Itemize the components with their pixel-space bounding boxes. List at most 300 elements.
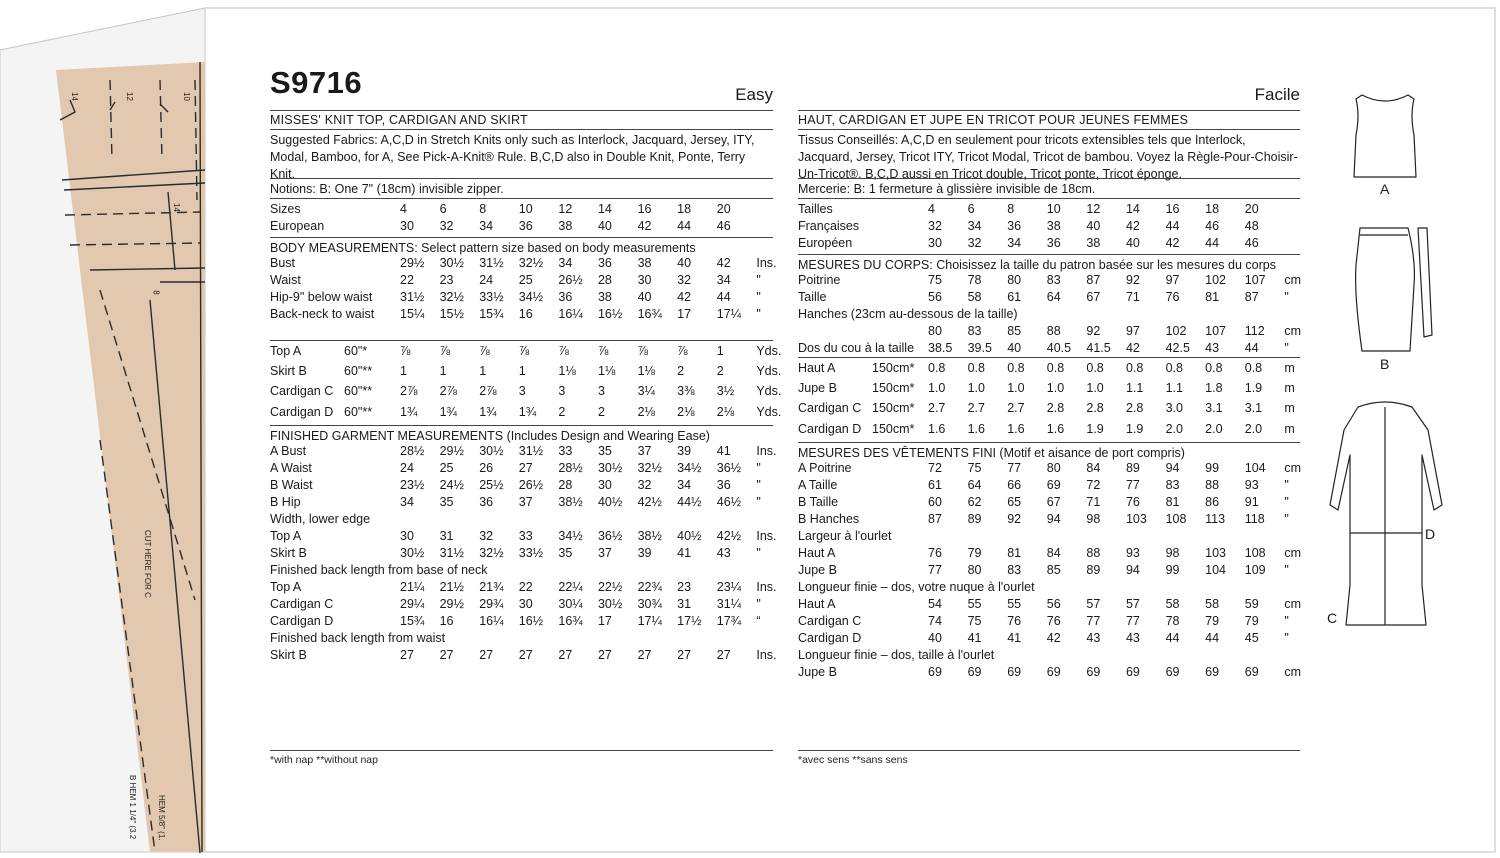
size-value-cell: 30½ — [597, 597, 623, 611]
finished-measurement-row — [270, 630, 773, 647]
unit-cell: " — [756, 307, 761, 321]
size-value-cell: 69 — [967, 665, 982, 679]
row-label: Jupe B — [798, 380, 837, 395]
size-value-cell: 27 — [637, 648, 652, 662]
size-value-cell: 1¾ — [439, 404, 457, 419]
size-value-cell: 46 — [1205, 219, 1220, 233]
size-value-cell: 2.8 — [1086, 401, 1104, 416]
size-value-cell: 72 — [1086, 478, 1101, 492]
size-value-cell: 2.8 — [1046, 401, 1065, 416]
size-value-cell: 85 — [1046, 563, 1061, 577]
unit-cell: Yds. — [756, 343, 782, 358]
unit-cell: cm — [1284, 461, 1302, 475]
finished-measurement-row — [270, 545, 773, 562]
row-label: Sizes — [270, 202, 301, 216]
size-value-cell: 69 — [1244, 665, 1259, 679]
size-value-cell: 77 — [1125, 478, 1140, 492]
size-value-cell: 18 — [1205, 202, 1220, 216]
size-value-cell: 69 — [1165, 665, 1180, 679]
size-value-cell: 41.5 — [1086, 341, 1111, 355]
body-measurement-row — [270, 272, 773, 289]
tissue-cut-line-label: CUT HERE FOR C — [143, 530, 152, 598]
size-row — [798, 201, 1303, 218]
body-measurement-row — [270, 289, 773, 306]
size-value-cell: 39 — [677, 444, 692, 458]
size-value-cell: 29¼ — [400, 597, 425, 611]
size-value-cell: 97 — [1125, 324, 1140, 338]
size-value-cell: 29½ — [439, 444, 464, 458]
size-value-cell: ⅞ — [479, 343, 490, 358]
finished-measurements-title-fr: MESURES DES VÊTEMENTS FINI (Motif et aisance de port compris) — [798, 446, 1185, 460]
size-value-cell: 42.5 — [1165, 341, 1190, 355]
finished-measurement-row — [270, 443, 773, 460]
size-value-cell: 58 — [1165, 597, 1180, 611]
size-value-cell: 36½ — [597, 529, 623, 543]
row-label: Top A — [270, 529, 302, 543]
size-value-cell: 67 — [1046, 495, 1061, 509]
size-value-cell: 0.8 — [1205, 360, 1223, 375]
size-value-cell: 87 — [1086, 273, 1101, 287]
size-value-cell: 2⅛ — [677, 404, 695, 419]
size-value-cell: 23 — [677, 580, 692, 594]
unit-cell: " — [1284, 290, 1289, 304]
size-value-cell: 4 — [928, 202, 935, 216]
unit-cell: cm — [1284, 546, 1302, 560]
size-value-cell: 3.0 — [1165, 401, 1183, 416]
row-label: Longueur finie – dos, votre nuque à l'ourlet — [798, 580, 1035, 594]
size-value-cell: 28 — [558, 478, 573, 492]
yardage-row — [798, 399, 1303, 419]
size-value-cell: 2.0 — [1165, 421, 1183, 436]
tissue-size-label: 14 — [171, 203, 181, 212]
size-value-cell: 88 — [1086, 546, 1101, 560]
size-value-cell: 3⅜ — [677, 384, 695, 399]
size-value-cell: 1.0 — [1046, 380, 1065, 395]
size-value-cell: 2 — [597, 404, 605, 419]
pattern-title: MISSES' KNIT TOP, CARDIGAN AND SKIRT — [270, 113, 528, 127]
finished-measurement-row — [270, 579, 773, 596]
size-row — [270, 201, 773, 218]
size-value-cell: 1 — [716, 343, 724, 358]
finished-measurements-table-fr — [798, 460, 1300, 681]
size-value-cell: 38 — [558, 219, 573, 233]
size-value-cell: 80 — [1007, 273, 1022, 287]
size-value-cell: 30 — [637, 273, 652, 287]
size-value-cell: 88 — [1205, 478, 1220, 492]
size-value-cell: 16 — [518, 307, 533, 321]
size-value-cell: 1¾ — [479, 404, 497, 419]
size-value-cell: 64 — [1046, 290, 1061, 304]
size-value-cell: 35 — [558, 546, 573, 560]
sizes-table — [270, 199, 773, 237]
size-value-cell: 27 — [518, 648, 533, 662]
size-value-cell: 61 — [928, 478, 942, 492]
notions-label-fr: Mercerie: — [798, 182, 851, 196]
size-value-cell: 36 — [518, 219, 533, 233]
size-value-cell: 60 — [928, 495, 942, 509]
notions-text: B: One 7" (18cm) invisible zipper. — [315, 182, 504, 196]
unit-cell — [756, 201, 773, 218]
row-label: Haut A — [798, 597, 836, 611]
size-value-cell: 83 — [1165, 478, 1180, 492]
size-value-cell: 44 — [677, 219, 692, 233]
size-value-cell: 27 — [518, 461, 533, 475]
size-value-cell: 31½ — [518, 444, 544, 458]
size-value-cell: 16 — [1165, 202, 1180, 216]
size-value-cell: 32½ — [479, 546, 504, 560]
unit-cell — [1284, 235, 1303, 252]
row-label: A Poitrine — [798, 461, 852, 475]
size-value-cell: 91 — [1244, 495, 1259, 509]
size-value-cell: 28½ — [400, 444, 425, 458]
size-value-cell: 69 — [928, 665, 942, 679]
size-value-cell: 56 — [928, 290, 942, 304]
row-label: Waist — [270, 273, 301, 287]
size-value-cell: 80 — [1046, 461, 1061, 475]
unit-cell: Yds. — [756, 384, 782, 399]
size-value-cell: 34 — [1007, 236, 1022, 250]
row-label: B Hanches — [798, 512, 860, 526]
size-value-cell: ⅞ — [558, 343, 569, 358]
tissue-size-label: 12 — [124, 92, 134, 101]
size-value-cell: 108 — [1165, 512, 1187, 526]
size-value-cell: 57 — [1086, 597, 1101, 611]
finished-measurement-row — [798, 511, 1303, 528]
size-value-cell: 2.8 — [1125, 401, 1144, 416]
size-value-cell: 18 — [677, 202, 692, 216]
size-value-cell: 108 — [1244, 546, 1266, 560]
size-value-cell: 40½ — [597, 495, 623, 509]
size-value-cell: 34 — [677, 478, 692, 492]
size-value-cell: 104 — [1244, 461, 1266, 475]
yardage-row — [270, 341, 773, 361]
size-value-cell: 92 — [1007, 512, 1022, 526]
yardage-row — [270, 382, 773, 402]
size-value-cell: 32½ — [637, 461, 662, 475]
size-value-cell: 2⅞ — [439, 384, 457, 399]
notions-label: Notions: — [270, 182, 316, 196]
size-value-cell: 23½ — [400, 478, 425, 492]
finished-measurement-row — [270, 494, 773, 511]
size-value-cell: 37 — [637, 444, 652, 458]
size-value-cell: 38½ — [637, 529, 662, 543]
row-label: B Taille — [798, 495, 839, 509]
size-value-cell: 36 — [479, 495, 494, 509]
size-value-cell: 1.0 — [1086, 380, 1104, 395]
unit-cell — [1284, 218, 1303, 235]
size-value-cell: 42½ — [716, 529, 742, 543]
size-value-cell: 2.0 — [1205, 421, 1223, 436]
finished-measurement-row — [270, 460, 773, 477]
size-value-cell: 3 — [558, 384, 566, 399]
size-value-cell: 99 — [1205, 461, 1220, 475]
size-value-cell: 89 — [1086, 563, 1101, 577]
yardage-row — [798, 358, 1303, 378]
footer-rule-fr — [798, 750, 1300, 751]
size-value-cell: 24 — [400, 461, 414, 475]
size-value-cell: 65 — [1007, 495, 1022, 509]
unit-cell: " — [756, 495, 761, 509]
size-row — [798, 218, 1303, 235]
row-label: Jupe B — [798, 563, 837, 577]
unit-cell — [756, 218, 773, 235]
tissue-size-label: 8 — [151, 290, 161, 295]
size-value-cell: 76 — [1007, 614, 1022, 628]
row-label: Cardigan C — [798, 401, 862, 416]
unit-cell: " — [1284, 631, 1289, 645]
size-value-cell: 30 — [400, 219, 414, 233]
size-value-cell: 16¾ — [637, 307, 662, 321]
size-value-cell: 25 — [439, 461, 454, 475]
size-value-cell: 1¾ — [400, 404, 418, 419]
size-value-cell: 75 — [928, 273, 942, 287]
size-value-cell: 27 — [558, 648, 573, 662]
row-label: Cardigan C — [270, 384, 334, 399]
size-value-cell: ⅞ — [677, 343, 688, 358]
size-value-cell: 16¼ — [479, 614, 504, 628]
size-value-cell: 31½ — [400, 290, 425, 304]
size-value-cell: 98 — [1165, 546, 1180, 560]
size-value-cell: 37 — [597, 546, 612, 560]
row-label: Top A — [270, 343, 302, 358]
size-value-cell: 1.1 — [1125, 380, 1144, 395]
size-value-cell: 0.8 — [1007, 360, 1025, 375]
size-value-cell: ⅞ — [439, 343, 451, 358]
size-value-cell: 77 — [1007, 461, 1022, 475]
size-value-cell: ⅞ — [597, 343, 609, 358]
size-value-cell: 30¾ — [637, 597, 662, 611]
size-value-cell: 35 — [597, 444, 612, 458]
size-value-cell: 20 — [716, 202, 731, 216]
size-value-cell: 32 — [439, 219, 454, 233]
size-value-cell: 32½ — [439, 290, 464, 304]
size-value-cell: 79 — [1244, 614, 1259, 628]
size-value-cell: 75 — [967, 614, 982, 628]
size-value-cell: 109 — [1244, 563, 1266, 577]
size-value-cell: 26 — [479, 461, 494, 475]
size-value-cell: 36 — [1046, 236, 1061, 250]
size-value-cell: 17¼ — [637, 614, 662, 628]
finished-measurement-row — [798, 460, 1303, 477]
view-sketches — [1310, 85, 1470, 645]
english-column — [270, 65, 782, 664]
row-label: Skirt B — [270, 363, 307, 378]
row-label: Bust — [270, 256, 296, 270]
size-value-cell: 55 — [967, 597, 982, 611]
size-value-cell: 93 — [1244, 478, 1259, 492]
size-value-cell: 22 — [400, 273, 414, 287]
row-label: Haut A — [798, 546, 836, 560]
size-row — [798, 235, 1303, 252]
finished-measurement-row — [798, 613, 1303, 630]
size-value-cell: 2.7 — [1007, 401, 1025, 416]
size-value-cell: 67 — [1086, 290, 1101, 304]
row-label: Hanches (23cm au-dessous de la taille) — [798, 307, 1018, 321]
size-value-cell: 102 — [1165, 324, 1187, 338]
yardage-row — [798, 419, 1303, 439]
size-value-cell: 78 — [967, 273, 982, 287]
notions-text-fr: B: 1 fermeture à glissière invisible de 18cm. — [850, 182, 1096, 196]
size-value-cell: 89 — [1125, 461, 1140, 475]
size-value-cell: 107 — [1244, 273, 1266, 287]
size-value-cell: 71 — [1125, 290, 1140, 304]
unit-cell: m — [1284, 360, 1295, 375]
size-value-cell: 1.1 — [1165, 380, 1183, 395]
size-value-cell: 0.8 — [1244, 360, 1263, 375]
size-value-cell: 88 — [1046, 324, 1061, 338]
size-value-cell: 0.8 — [1125, 360, 1144, 375]
row-label: A Taille — [798, 478, 838, 492]
size-value-cell: 15½ — [439, 307, 464, 321]
size-value-cell: 23 — [439, 273, 454, 287]
size-row — [270, 218, 773, 235]
size-value-cell: 83 — [1046, 273, 1061, 287]
size-value-cell: 15¾ — [479, 307, 504, 321]
size-value-cell: 1.0 — [928, 380, 946, 395]
size-value-cell: 1.6 — [1007, 421, 1025, 436]
size-value-cell: 17¾ — [716, 614, 742, 628]
skirt-b-sketch — [1356, 228, 1415, 351]
view-label-b: B — [1380, 356, 1390, 372]
size-value-cell: 28½ — [558, 461, 583, 475]
size-value-cell: 38 — [1086, 236, 1101, 250]
size-value-cell: 41 — [1007, 631, 1022, 645]
size-value-cell: 38½ — [558, 495, 583, 509]
unit-cell: cm — [1284, 597, 1302, 611]
size-value-cell: 46 — [716, 219, 731, 233]
unit-cell: cm — [1284, 273, 1302, 287]
size-value-cell: 1.0 — [1007, 380, 1025, 395]
size-value-cell: 20 — [1244, 202, 1259, 216]
size-value-cell: 69 — [1125, 665, 1140, 679]
unit-cell: " — [1284, 512, 1289, 526]
tissue-size-label: 10 — [181, 92, 191, 101]
size-value-cell: 69 — [1046, 478, 1061, 492]
unit-cell: " — [756, 461, 761, 475]
size-value-cell: 38 — [637, 256, 652, 270]
size-value-cell: 42 — [1046, 631, 1061, 645]
size-value-cell: 92 — [1086, 324, 1101, 338]
fabric-width: 150cm* — [872, 360, 915, 375]
size-value-cell: 36 — [1007, 219, 1022, 233]
size-value-cell: 40 — [637, 290, 652, 304]
size-value-cell: 30½ — [439, 256, 464, 270]
size-value-cell: 43 — [716, 546, 731, 560]
finished-measurement-row — [270, 477, 773, 494]
fabrics-label-fr: Tissus Conseillés: — [798, 133, 899, 147]
size-value-cell: 10 — [1046, 202, 1061, 216]
size-value-cell: 77 — [1086, 614, 1101, 628]
size-value-cell: 0.8 — [928, 360, 946, 375]
size-value-cell: 1.0 — [967, 380, 985, 395]
size-value-cell: 24½ — [439, 478, 464, 492]
size-value-cell: 30½ — [479, 444, 504, 458]
unit-cell: cm — [1284, 665, 1302, 679]
size-value-cell: 2⅞ — [400, 384, 418, 399]
size-value-cell: 17½ — [677, 614, 702, 628]
size-value-cell: 33 — [518, 529, 533, 543]
size-value-cell: 36 — [558, 290, 573, 304]
size-value-cell: 0.8 — [967, 360, 985, 375]
body-measurement-row — [798, 340, 1303, 357]
size-value-cell: 48 — [1244, 219, 1259, 233]
size-value-cell: 2.7 — [967, 401, 985, 416]
size-value-cell: 30 — [597, 478, 612, 492]
unit-cell: Ins. — [756, 444, 777, 458]
unit-cell: m — [1284, 421, 1295, 436]
size-value-cell: 62 — [967, 495, 982, 509]
yardage-row — [270, 361, 773, 381]
finished-measurement-row — [270, 596, 773, 613]
unit-cell: “ — [756, 614, 761, 628]
fabrics-label: Suggested Fabrics: — [270, 133, 378, 147]
unit-cell: m — [1284, 401, 1295, 416]
size-value-cell: 6 — [967, 202, 975, 216]
size-value-cell: 32 — [928, 219, 942, 233]
size-value-cell: 102 — [1205, 273, 1227, 287]
row-label — [798, 323, 928, 340]
size-value-cell: 42 — [1165, 236, 1180, 250]
pattern-title-fr: HAUT, CARDIGAN ET JUPE EN TRICOT POUR JEUNES FEMMES — [798, 113, 1189, 127]
body-measurements-title: BODY MEASUREMENTS: Select pattern size based on body measurements — [270, 241, 696, 255]
size-value-cell: 44 — [1165, 631, 1180, 645]
size-value-cell: ⅞ — [637, 343, 648, 358]
size-value-cell: 42 — [637, 219, 652, 233]
size-value-cell: 34½ — [558, 529, 583, 543]
size-value-cell: 2 — [558, 404, 566, 419]
size-value-cell: 27 — [479, 648, 494, 662]
size-value-cell: 76 — [928, 546, 942, 560]
size-value-cell: 3.1 — [1205, 401, 1223, 416]
size-value-cell: 42 — [677, 290, 692, 304]
size-value-cell: 42 — [1125, 341, 1140, 355]
size-value-cell: 15¼ — [400, 307, 425, 321]
body-measurement-row — [270, 255, 773, 272]
size-value-cell: 30½ — [400, 546, 425, 560]
size-value-cell: 40 — [677, 256, 692, 270]
finished-measurement-row — [798, 647, 1303, 664]
yardage-row — [798, 378, 1303, 398]
size-value-cell: 56 — [1046, 597, 1061, 611]
row-label: Finished back length from base of neck — [270, 563, 488, 577]
size-value-cell: 42 — [1125, 219, 1140, 233]
size-value-cell: 27 — [677, 648, 692, 662]
size-value-cell: 58 — [967, 290, 982, 304]
size-value-cell: 54 — [928, 597, 942, 611]
row-label: Françaises — [798, 219, 860, 233]
size-value-cell: 26½ — [558, 273, 583, 287]
row-label: Jupe B — [798, 665, 837, 679]
size-value-cell: 31 — [439, 529, 454, 543]
size-value-cell: 16½ — [518, 614, 544, 628]
size-value-cell: 4 — [400, 202, 407, 216]
size-value-cell: ⅞ — [400, 343, 411, 358]
fabric-width: 150cm* — [872, 421, 915, 436]
sizes-table-fr — [798, 199, 1300, 254]
size-value-cell: 87 — [928, 512, 942, 526]
size-value-cell: 44 — [1205, 631, 1220, 645]
notions — [270, 179, 773, 198]
size-value-cell: 1¾ — [518, 404, 537, 419]
body-measurement-row — [798, 289, 1303, 306]
size-value-cell: 30¼ — [558, 597, 583, 611]
size-value-cell: 33 — [558, 444, 573, 458]
row-label: Back-neck to waist — [270, 307, 375, 321]
size-value-cell: 83 — [967, 324, 982, 338]
row-label: Cardigan C — [270, 597, 334, 611]
size-value-cell: 76 — [1046, 614, 1061, 628]
fabric-width: 150cm* — [872, 380, 915, 395]
